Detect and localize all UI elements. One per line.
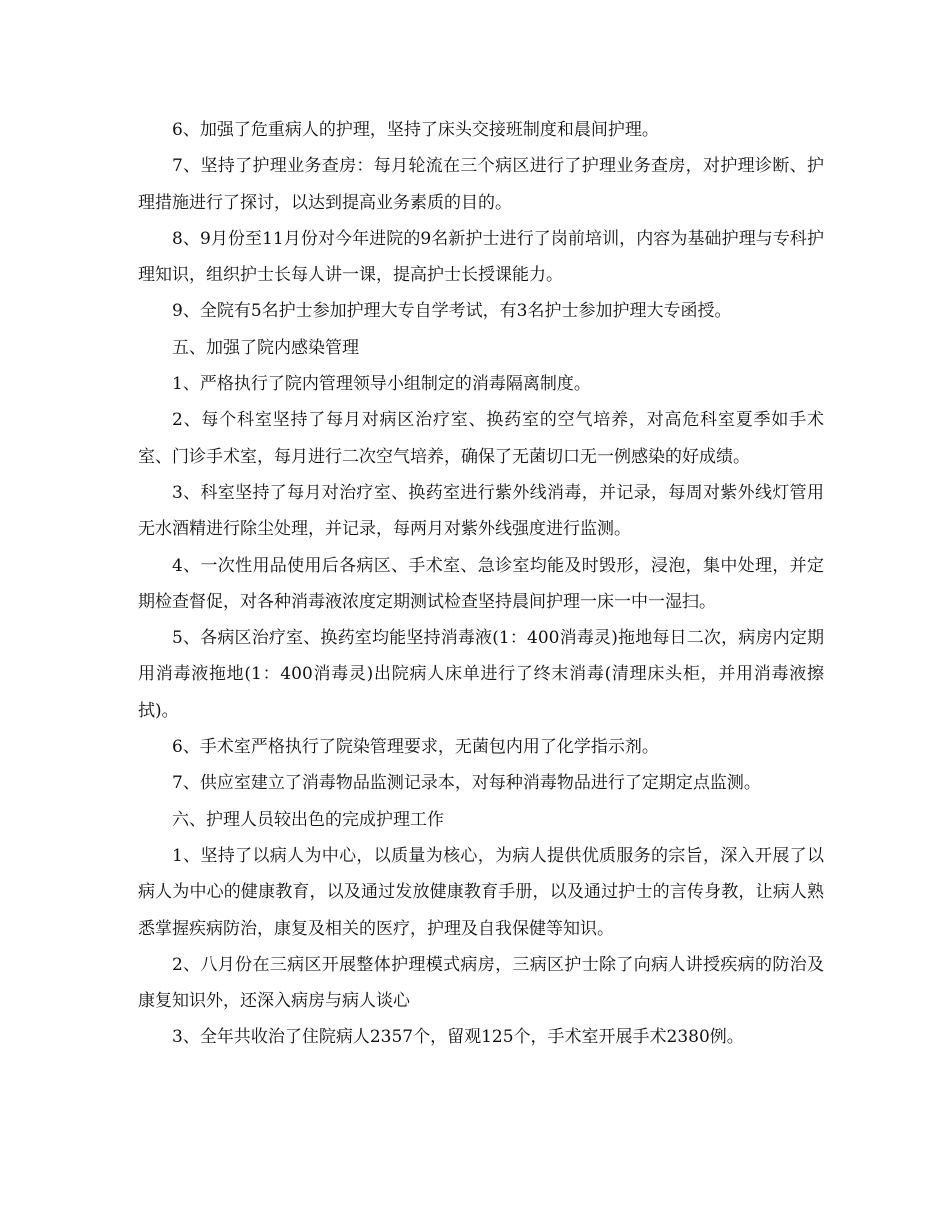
paragraph: 2、八月份在三病区开展整体护理模式病房，三病区护士除了向病人讲授疾病的防治及康复知识外，还深入病房与病人谈心 bbox=[138, 954, 824, 1012]
paragraph: 3、全年共收治了住院病人2357个，留观125个，手术室开展手术2380例。 bbox=[172, 1027, 744, 1048]
paragraph: 4、一次性用品使用后各病区、手术室、急诊室均能及时毁形，浸泡，集中处理，并定期检查督促，对各种消毒液浓度定期测试检查坚持晨间护理一床一中一湿扫。 bbox=[138, 555, 824, 612]
paragraph: 3、科室坚持了每月对治疗室、换药室进行紫外线消毒，并记录，每周对紫外线灯管用无水酒精进行除尘处理，并记录，每两月对紫外线强度进行监测。 bbox=[138, 482, 824, 540]
paragraph: 1、严格执行了院内管理领导小组制定的消毒隔离制度。 bbox=[172, 374, 591, 395]
paragraph: 7、坚持了护理业务查房：每月轮流在三个病区进行了护理业务查房，对护理诊断、护理措施进行了探讨，以达到提高业务素质的目的。 bbox=[138, 156, 824, 213]
section-heading: 五、加强了院内感染管理 bbox=[172, 337, 359, 358]
section-heading: 六、护理人员较出色的完成护理工作 bbox=[172, 809, 444, 830]
paragraph: 5、各病区治疗室、换药室均能坚持消毒液(1：400消毒灵)拖地每日二次，病房内定期用消毒液拖地(1：400消毒灵)出院病人床单进行了终末消毒(清理床头柜，并用消毒液擦拭)。 bbox=[138, 628, 824, 721]
document-body bbox=[138, 112, 824, 1056]
paragraph: 6、手术室严格执行了院染管理要求，无菌包内用了化学指示剂。 bbox=[172, 737, 659, 758]
paragraph: 1、坚持了以病人为中心，以质量为核心，为病人提供优质服务的宗旨，深入开展了以病人为中心的健康教育，以及通过发放健康教育手册，以及通过护士的言传身教，让病人熟悉掌握疾病防治，康复及相关的医疗，护理及自我保健等知识。 bbox=[138, 845, 824, 939]
paragraph: 9、全院有5名护士参加护理大专自学考试，有3名护士参加护理大专函授。 bbox=[172, 301, 732, 322]
paragraph: 2、每个科室坚持了每月对病区治疗室、换药室的空气培养，对高危科室夏季如手术室、门诊手术室，每月进行二次空气培养，确保了无菌切口无一例感染的好成绩。 bbox=[138, 410, 824, 467]
paragraph: 6、加强了危重病人的护理，坚持了床头交接班制度和晨间护理。 bbox=[172, 120, 659, 140]
paragraph: 7、供应室建立了消毒物品监测记录本，对每种消毒物品进行了定期定点监测。 bbox=[172, 773, 761, 794]
paragraph: 8、9月份至11月份对今年进院的9名新护士进行了岗前培训，内容为基础护理与专科护理知识，组织护士长每人讲一课，提高护士长授课能力。 bbox=[138, 228, 824, 286]
